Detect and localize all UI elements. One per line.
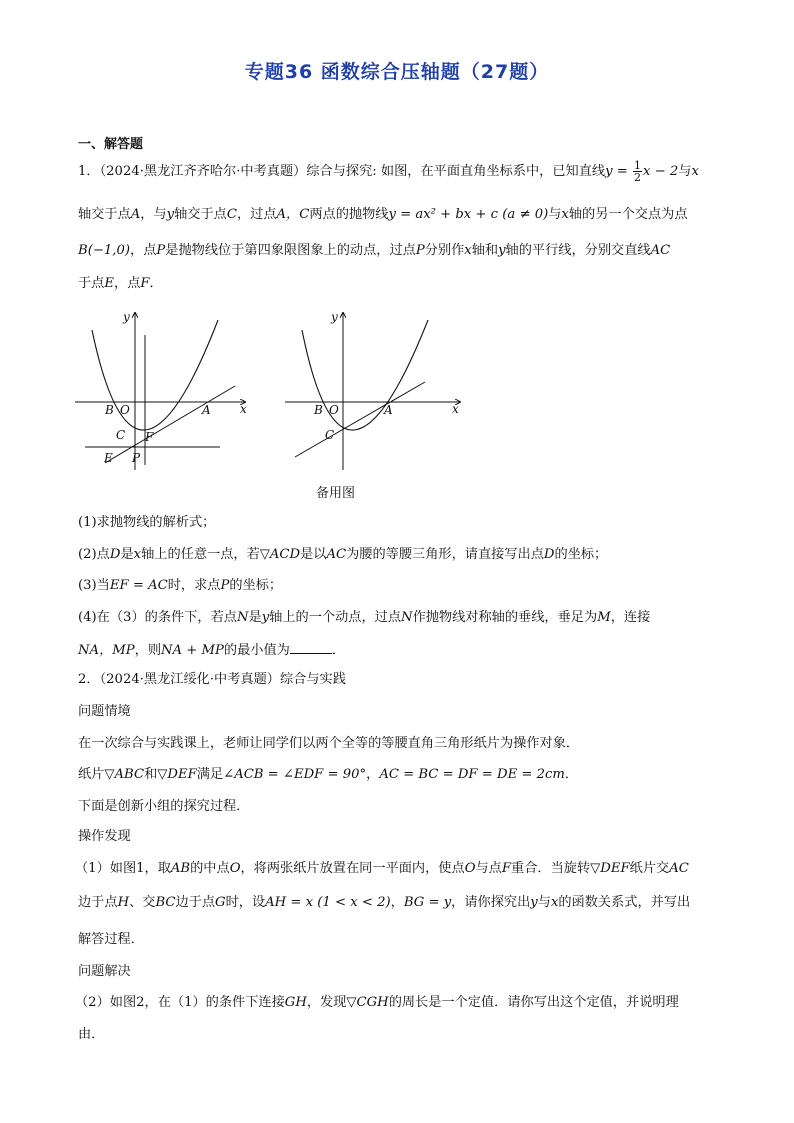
q1-part-3: (3)当EF = AC时，求点P的坐标；: [78, 578, 283, 593]
fraction: $\frac{1}{2}$: [634, 159, 642, 184]
label-o: O: [120, 403, 130, 417]
q2-heading: 2．（2024·黑龙江绥化·中考真题）综合与实践: [78, 672, 346, 687]
q2-text-1: 在一次综合与实践课上，老师让同学们以两个全等的等腰直角三角形纸片为操作对象．: [78, 736, 580, 751]
q1-line-2: 轴交于点A，与y轴交于点C，过点A，C两点的抛物线y = ax² + bx + c (a ≠ 0)与x轴的另一个交点为点: [78, 207, 688, 222]
figure-1-graph: [75, 305, 260, 475]
label-b: B: [105, 403, 114, 417]
label-c: C: [325, 428, 335, 442]
label-f: F: [145, 430, 154, 444]
label-x: x: [452, 402, 459, 416]
page-title: 专题36 函数综合压轴题（27题）: [244, 61, 550, 83]
q2-subheading-1: 问题情境: [78, 704, 131, 719]
q2-part-2-end: 由．: [78, 1027, 105, 1042]
answer-blank: [290, 641, 332, 654]
q2-part-2: （2）如图2，在（1）的条件下连接GH，发现▽CGH的周长是一个定值．请你写出这个定值，并说明理: [75, 995, 679, 1010]
q1-line-3: B(−1,0)，点P是抛物线位于第四象限图象上的动点，过点P分别作x轴和y轴的平行线，分别交直线AC: [78, 243, 671, 258]
q1-part-4-cont: NA，MP，则NA + MP的最小值为 ．: [78, 643, 346, 658]
q2-text-2: 纸片▽ABC和▽DEF满足∠ACB = ∠EDF = 90°，AC = BC = DF = DE = 2cm．: [78, 767, 579, 782]
q2-subheading-3: 问题解决: [78, 964, 131, 979]
q1-part-2: (2)点D是x轴上的任意一点，若▽ACD是以AC为腰的等腰三角形，请直接写出点D的坐标；: [78, 547, 608, 562]
label-x: x: [240, 402, 247, 416]
label-y: y: [331, 310, 338, 324]
q1-line-4: 于点E，点F．: [78, 276, 163, 291]
line-ac: [105, 386, 235, 463]
q2-part-1-cont: 边于点H、交BC边于点G时，设AH = x (1 < x < 2)，BG = y，请你探究出y与x的函数关系式，并写出: [78, 895, 691, 910]
label-o: O: [329, 403, 339, 417]
q2-part-1: （1）如图1，取AB的中点O，将两张纸片放置在同一平面内，使点O与点F重合．当旋转▽DEF纸片交AC: [75, 861, 689, 876]
q2-subheading-2: 操作发现: [78, 829, 131, 844]
label-c: C: [116, 428, 126, 442]
section-heading: 一、解答题: [78, 137, 144, 152]
q2-text-3: 下面是创新小组的探究过程．: [78, 799, 250, 814]
label-a: A: [384, 403, 393, 417]
q1-part-1: (1)求抛物线的解析式；: [78, 515, 216, 530]
figure-caption: 备用图: [316, 486, 356, 501]
label-a: A: [202, 403, 211, 417]
q2-part-1-end: 解答过程．: [78, 932, 144, 947]
line-ac: [295, 382, 425, 457]
label-b: B: [314, 403, 323, 417]
figure-2-graph: [285, 305, 470, 475]
label-p: P: [132, 451, 141, 465]
q1-line-1: 1．（2024·黑龙江齐齐哈尔·中考真题）综合与探究: 如图，在平面直角坐标系中，已知直线y = $\frac{1}{2}$ x − 2与x: [78, 159, 699, 184]
label-y: y: [123, 310, 130, 324]
label-e: E: [104, 451, 113, 465]
q1-part-4: (4)在（3）的条件下，若点N是y轴上的一个动点，过点N作抛物线对称轴的垂线，垂足为M，连接: [78, 610, 651, 625]
